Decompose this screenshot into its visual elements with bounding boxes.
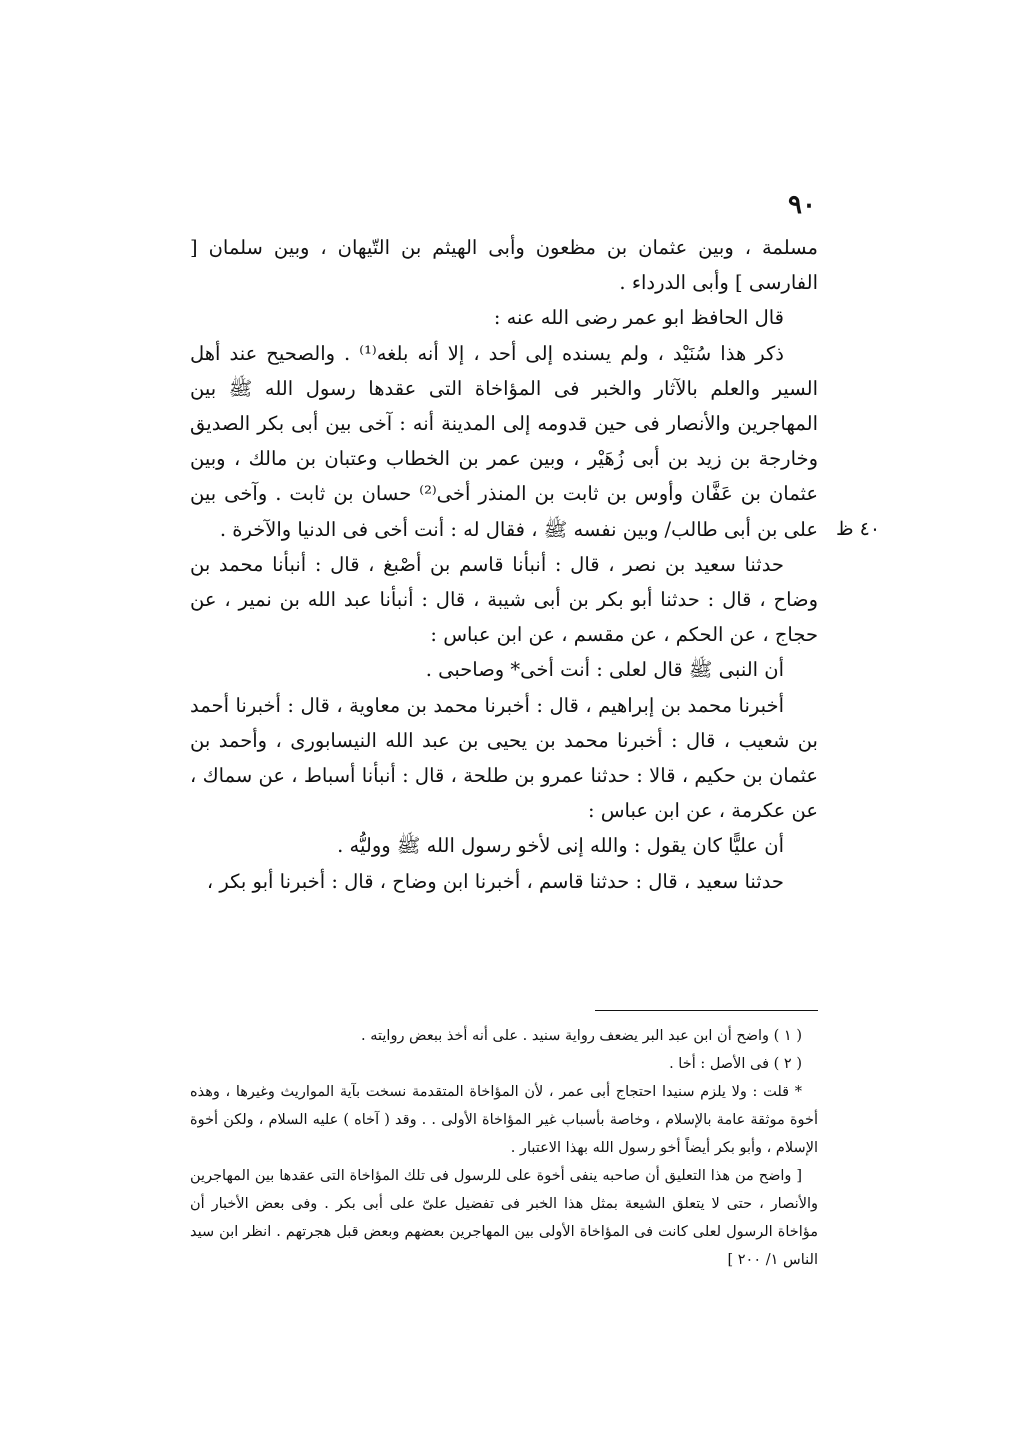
footnotes <box>190 1022 818 1274</box>
footnote-divider <box>595 1010 818 1011</box>
footnote: ( ١ ) واضح أن ابن عبد البر يضعف رواية سنيد . على أنه أخذ ببعض روايته . <box>361 1028 802 1044</box>
footnote: [ واضح من هذا التعليق أن صاحبه ينفى أخوة على للرسول فى تلك المؤاخاة التى عقدها بين المهاجرين والأنصار ، حتى لا يتعلق الشيعة بمثل هذا الخبر فى تفضيل علىّ على أبى بكر . وفى بعض الأخبار أن مؤاخاة الرسول لعلى كانت فى المؤاخاة الأولى بين المهاجرين بعضهم وبعض قبل هجرتهم . انظر ابن سيد الناس ١/ ٢٠٠ ] <box>190 1168 818 1268</box>
paragraph: أخبرنا محمد بن إبراهيم ، قال : أخبرنا محمد بن معاوية ، قال : أخبرنا أحمد بن شعيب ، قال : أخبرنا محمد بن يحيى بن عبد الله النيسابورى ، وأحمد بن عثمان بن حكيم ، قالا : حدثنا عمرو بن طلحة ، قال : أنبأنا أسباط ، عن سماك ، عن عكرمة ، عن ابن عباس : <box>190 693 818 823</box>
paragraph: حدثنا سعيد ، قال : حدثنا قاسم ، أخبرنا ابن وضاح ، قال : أخبرنا أبو بكر ، <box>206 869 784 893</box>
paragraph: أن النبى ﷺ قال لعلى : أنت أخى* وصاحبى . <box>425 658 784 682</box>
main-text <box>190 230 818 899</box>
footnote: * قلت : ولا يلزم سنيدا احتجاج أبى عمر ، لأن المؤاخاة المتقدمة نسخت بآية المواريث وغيرها ، وهذه أخوة موثقة عامة بالإسلام ، وخاصة بأسباب غير المؤاخاة الأولى . . وقد ( آخاه ) عليه السلام ، ولكن أخوة الإسلام ، وأبو بكر أيضاً أخو رسول الله بهذا الاعتبار . <box>190 1084 818 1156</box>
paragraph: أن عليًّا كان يقول : والله إنى لأخو رسول الله ﷺ ووليُّه . <box>337 834 784 858</box>
margin-folio-note: ٤٠ ظ <box>836 518 881 540</box>
page-number: ٩٠ <box>788 190 816 220</box>
paragraph: حدثنا سعيد بن نصر ، قال : أنبأنا قاسم بن أصْبغ ، قال : أنبأنا محمد بن وضاح ، قال : حدثنا أبو بكر بن أبى شيبة ، قال : أنبأنا عبد الله بن نمير ، عن حجاج ، عن الحكم ، عن مقسم ، عن ابن عباس : <box>190 552 818 647</box>
footnote: ( ٢ ) فى الأصل : أخا . <box>669 1056 802 1072</box>
paragraph: مسلمة ، وبين عثمان بن مظعون وأبى الهيثم بن التّيهان ، وبين سلمان [ الفارسى ] وأبى الدرداء . <box>190 236 818 295</box>
paragraph: قال الحافظ ابو عمر رضى الله عنه : <box>493 306 784 330</box>
paragraph: ذكر هذا سُنَيْد ، ولم يسنده إلى أحد ، إلا أنه بلغه⁽¹⁾ . والصحيح عند أهل السير والعلم بالآثار والخبر فى المؤاخاة التى عقدها رسول الله ﷺ بين المهاجرين والأنصار فى حين قدومه إلى المدينة أنه : آخى بين أبى بكر الصديق وخارجة بن زيد بن أبى زُهَيْر ، وبين عمر بن الخطاب وعتبان بن مالك ، وبين عثمان بن عَفَّان وأوس بن ثابت بن المنذر أخى⁽²⁾ حسان بن ثابت . وآخى بين على بن أبى طالب/ وبين نفسه ﷺ ، فقال له : أنت أخى فى الدنيا والآخرة . <box>190 341 818 541</box>
